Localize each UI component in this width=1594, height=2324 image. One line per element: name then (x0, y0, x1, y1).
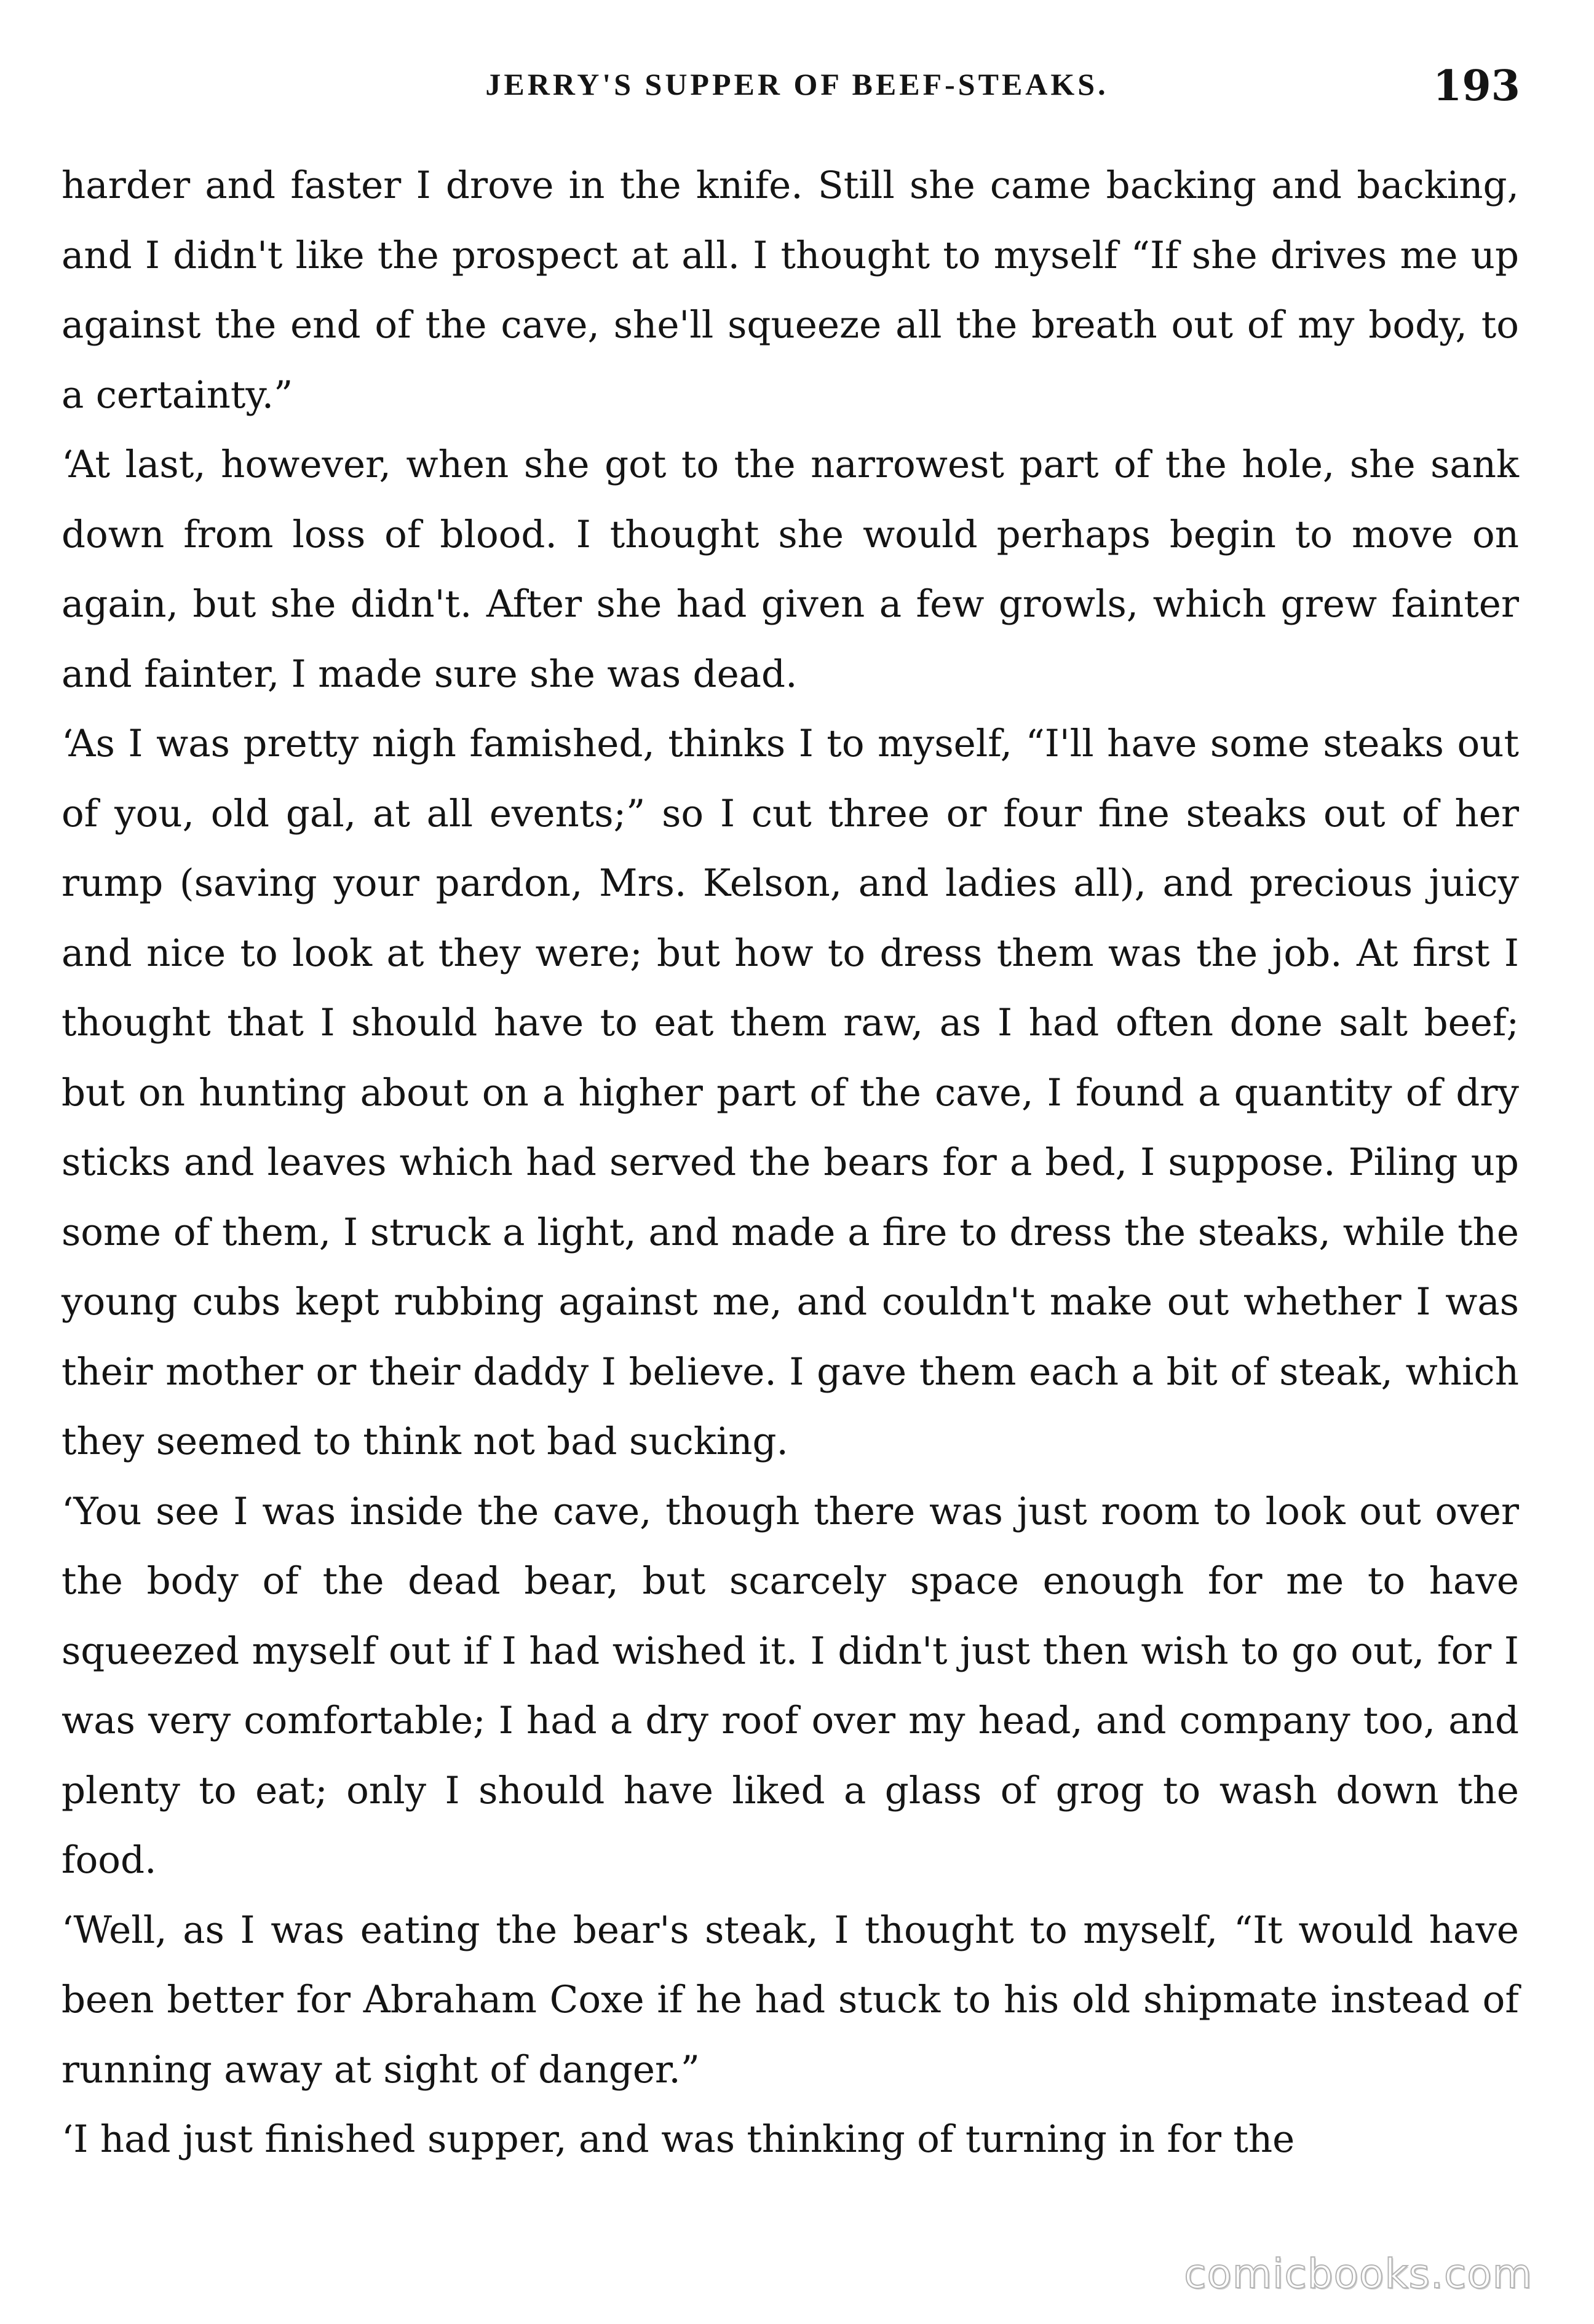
paragraph: ‘At last, however, when she got to the narrowest part of the hole, she sank down from loss of blood. I thought she would perhaps begin to move on again, but she didn't. After she had given a few growls, which grew fainter and fainter, I made sure she was dead. (61, 443, 1519, 696)
running-title: JERRY'S SUPPER OF BEEF-STEAKS. (485, 67, 1109, 101)
paragraph: harder and faster I drove in the knife. Still she came backing and backing, and I didn't like the prospect at all. I thought to myself “If she drives me up against the end of the cave, she'll squeeze all the breath out of my body, to a certainty.” (61, 164, 1519, 417)
running-head (0, 61, 1594, 117)
paragraph: ‘Well, as I was eating the bear's steak, I thought to myself, “It would have been better for Abraham Coxe if he had stuck to his old shipmate instead of running away at sight of danger.” (61, 1908, 1519, 2092)
page-number: 193 (1433, 61, 1520, 111)
body-text (61, 151, 1519, 2223)
paragraph: ‘I had just finished supper, and was thinking of turning in for the (61, 2117, 1295, 2161)
paragraph: ‘You see I was inside the cave, though there was just room to look out over the body of the dead bear, but scarcely space enough for me to have squeezed myself out if I had wished it. I didn't just then wish to go out, for I was very comfortable; I had a dry roof over my head, and company too, and plenty to eat; only I should have liked a glass of grog to wash down the food. (61, 1489, 1519, 1882)
paragraph: ‘As I was pretty nigh famished, thinks I to myself, “I'll have some steaks out of you, old gal, at all events;” so I cut three or four fine steaks out of her rump (saving your pardon, Mrs. Kelson, and ladies all), and precious juicy and nice to look at they were; but how to dress them was the job. At first I thought that I should have to eat them raw, as I had often done salt beef; but on hunting about on a higher part of the cave, I found a quantity of dry sticks and leaves which had served the bears for a bed, I suppose. Piling up some of them, I struck a light, and made a fire to dress the steaks, while the young cubs kept rubbing against me, and couldn't make out whether I was their mother or their daddy I believe. I gave them each a bit of steak, which they seemed to think not bad sucking. (61, 722, 1519, 1463)
watermark: comicbooks.com (1184, 2250, 1533, 2298)
